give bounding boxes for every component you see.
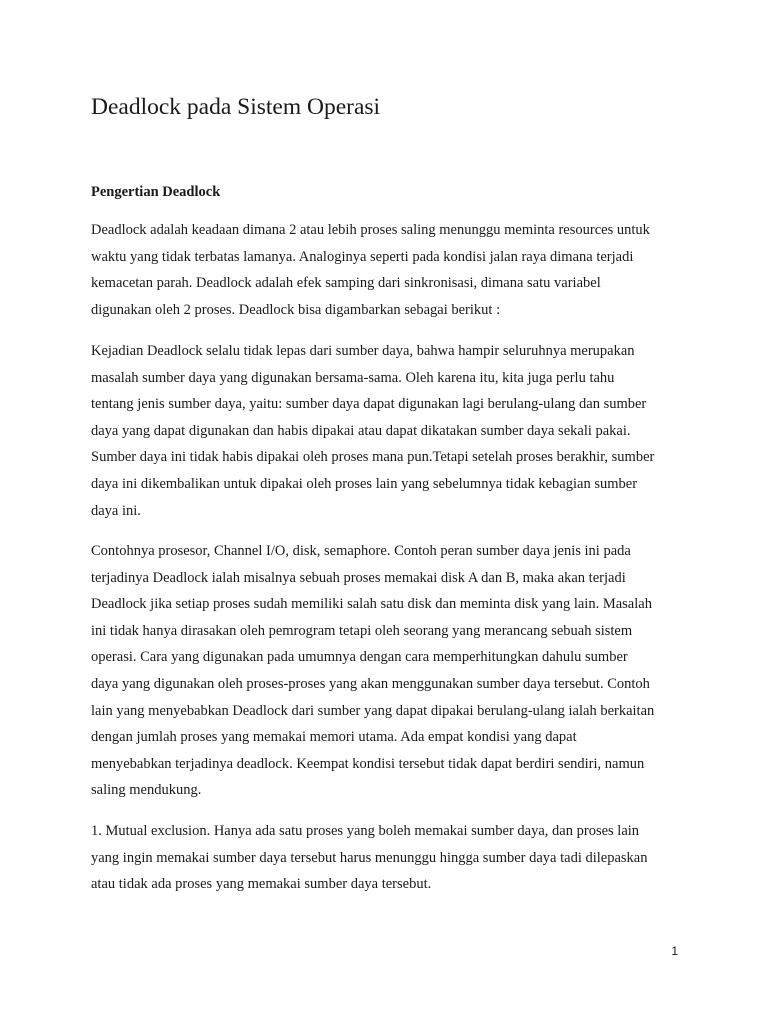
page-number: 1 xyxy=(671,944,678,958)
text-line: daya ini. xyxy=(91,502,141,519)
text-line: Kejadian Deadlock selalu tidak lepas dari sumber daya, bahwa hampir seluruhnya merupakan xyxy=(91,343,635,359)
paragraph-examples xyxy=(91,538,654,804)
document-title: Deadlock pada Sistem Operasi xyxy=(91,94,381,120)
text-line: daya yang dapat digunakan dan habis dipakai atau dapat dikatakan sumber daya sekali pakai. xyxy=(91,422,631,439)
paragraph-resources xyxy=(91,338,654,524)
text-line: digunakan oleh 2 proses. Deadlock bisa digambarkan sebagai berikut : xyxy=(91,301,501,318)
text-line: Contohnya prosesor, Channel I/O, disk, semaphore. Contoh peran sumber daya jenis ini pada xyxy=(91,543,631,559)
text-line: daya ini dikembalikan untuk dipakai oleh proses lain yang sebelumnya tidak kebagian sumber xyxy=(91,475,638,492)
text-line: Deadlock jika setiap proses sudah memiliki salah satu disk dan meminta disk yang lain. Masalah xyxy=(91,596,652,613)
text-line: menyebabkan terjadinya deadlock. Keempat kondisi tersebut tidak dapat berdiri sendiri, namun xyxy=(91,755,645,772)
text-line: waktu yang tidak terbatas lamanya. Analoginya seperti pada kondisi jalan raya dimana terjadi xyxy=(91,248,634,265)
text-line: yang ingin memakai sumber daya tersebut harus menunggu hingga sumber daya tadi dilepaskan xyxy=(91,849,648,866)
text-line: tentang jenis sumber daya, yaitu: sumber daya dapat digunakan lagi berulang-ulang dan sumber xyxy=(91,396,647,413)
text-line: kemacetan parah. Deadlock adalah efek samping dari sinkronisasi, dimana satu variabel xyxy=(91,275,601,292)
text-line: Sumber daya ini tidak habis dipakai oleh proses mana pun.Tetapi setelah proses berakhir, sumber xyxy=(91,449,655,466)
text-line: Deadlock adalah keadaan dimana 2 atau lebih proses saling menunggu meminta resources untuk xyxy=(91,222,650,238)
text-line: saling mendukung. xyxy=(91,782,202,799)
text-line: ini tidak hanya dirasakan oleh pemrogram tetapi oleh seorang yang merancang sebuah sistem xyxy=(91,622,633,639)
text-line: atau tidak ada proses yang memakai sumber daya tersebut. xyxy=(91,876,432,893)
paragraph-mutual-exclusion xyxy=(91,818,648,898)
text-line: dengan jumlah proses yang memakai memori utama. Ada empat kondisi yang dapat xyxy=(91,729,577,746)
text-line: lain yang menyebabkan Deadlock dari sumber yang dapat dipakai berulang-ulang ialah berkaitan xyxy=(91,702,655,719)
text-line: 1. Mutual exclusion. Hanya ada satu proses yang boleh memakai sumber daya, dan proses lain xyxy=(91,823,640,839)
section-heading: Pengertian Deadlock xyxy=(91,184,221,200)
text-line: operasi. Cara yang digunakan pada umumnya dengan cara memperhitungkan dahulu sumber xyxy=(91,649,628,666)
text-line: masalah sumber daya yang digunakan bersama-sama. Oleh karena itu, kita juga perlu tahu xyxy=(91,369,615,386)
text-line: terjadinya Deadlock ialah misalnya sebuah proses memakai disk A dan B, maka akan terjadi xyxy=(91,569,626,586)
paragraph-definition xyxy=(91,217,650,323)
text-line: daya yang digunakan oleh proses-proses yang akan menggunakan sumber daya tersebut. Contoh xyxy=(91,675,650,692)
